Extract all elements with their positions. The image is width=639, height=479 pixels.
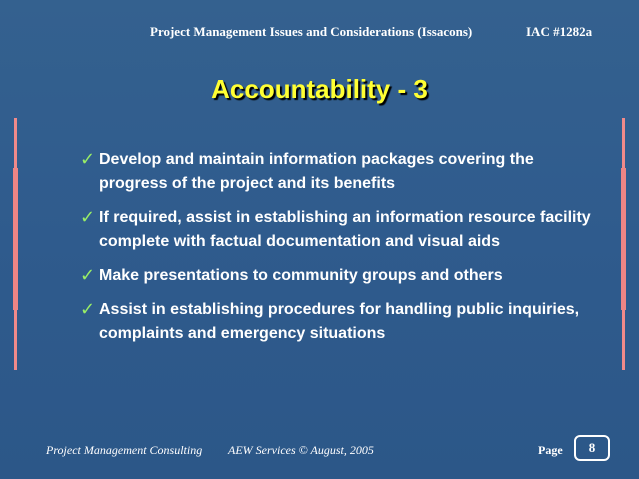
bullet-item [80, 148, 600, 196]
header-title: Project Management Issues and Considerations (Issacons) [150, 24, 473, 39]
footer-page-label: Page [538, 443, 563, 457]
left-bar-accent [13, 168, 18, 216]
bullet-text: If required, assist in establishing an information resource facility complete with factual documentation and visual aids [99, 209, 591, 250]
bullet-item [80, 264, 600, 288]
left-bar-accent [13, 262, 18, 310]
bullet-text: Assist in establishing procedures for handling public inquiries, complaints and emergency situations [99, 301, 580, 342]
header-code: IAC #1282a [526, 24, 593, 39]
bullet-text: Develop and maintain information packages covering the progress of the project and its benefits [99, 151, 534, 192]
page-number-box: 8 [574, 435, 610, 461]
slide-title: Accountability - 3 [211, 74, 428, 104]
bullet-item [80, 206, 600, 254]
check-mark-icon: ✓ [80, 265, 96, 286]
right-bar-accent [621, 214, 626, 262]
footer-company: Project Management Consulting [46, 443, 203, 457]
bullet-item [80, 298, 600, 346]
footer-credit: AEW Services © August, 2005 [228, 443, 374, 457]
check-mark-icon: ✓ [80, 299, 96, 320]
check-mark-icon: ✓ [80, 149, 96, 170]
bullet-text: Make presentations to community groups and others [99, 267, 503, 284]
check-mark-icon: ✓ [80, 207, 96, 228]
right-bar-accent [621, 168, 626, 216]
right-bar-accent [621, 262, 626, 310]
bullet-list [80, 148, 600, 356]
left-bar-accent [13, 214, 18, 262]
